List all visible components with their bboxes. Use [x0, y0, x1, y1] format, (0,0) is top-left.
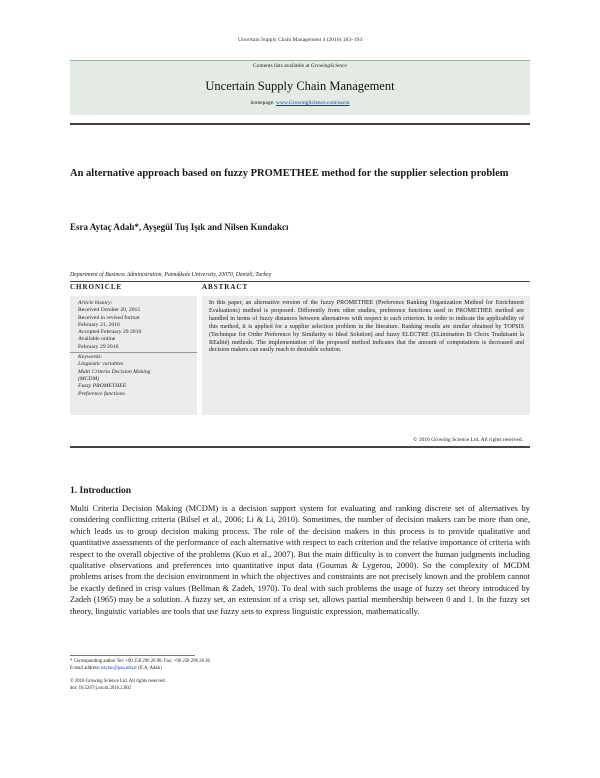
history-line: Received October 20, 2015	[78, 307, 141, 314]
masthead-divider	[70, 123, 530, 125]
article-info-box	[70, 296, 197, 415]
bottom-copyright: © 2016 Growing Science Ltd. All rights reserved.	[70, 679, 166, 684]
email-link[interactable]: eaytac@pau.edu.tr	[101, 665, 138, 671]
email-line	[70, 666, 210, 673]
journal-homepage	[70, 100, 530, 106]
affiliation-divider	[70, 281, 530, 282]
chronicle-heading: CHRONICLE	[70, 283, 123, 291]
author-affiliation: Department of Business Administration, Pamukkale University, 20070, Denizli, Turkey	[70, 272, 272, 278]
history-line: February 29 2016	[78, 343, 119, 350]
contents-prefix: Contents lists available at	[253, 63, 311, 69]
contents-availability	[70, 63, 530, 69]
homepage-link[interactable]: www.GrowingScience.com/uscm	[275, 100, 350, 106]
keyword: Multi Criteria Decision Making	[78, 368, 151, 375]
keyword: Linguistic variables	[78, 361, 124, 368]
footnote-divider	[70, 655, 195, 656]
keyword: Preference functions	[78, 390, 125, 397]
abstract-text: In this paper, an alternative version of the fuzzy PROMETHEE (Preference Ranking Organization Method for Enrichment Evaluations) method is proposed. Differently from other studies, preference functions used in PROMETHEE method are handled in terms of fuzzy distances between alternatives with respect to each criterion. In order to indicate the applicability of this method, it is applied for a supplier selection problem in the literature. Ranking results are similar obtained by TOPSIS (Technique for Order Preference by Similarity to Ideal Solution) and fuzzy ELECTRE (ELimination Et Choix Traduisant la REalité) methods. The implementation of the proposed method indicates that the amount of computations is decreased and decision makers can easily reach to desirable solution.	[209, 300, 524, 354]
abstract-box	[202, 296, 530, 415]
abstract-heading: ABSTRACT	[202, 283, 249, 291]
homepage-label: homepage:	[250, 100, 276, 106]
keyword: Fuzzy PROMETHEE	[78, 383, 127, 390]
info-divider	[70, 352, 197, 353]
history-line: Available online	[78, 336, 116, 343]
running-head: Uncertain Supply Chain Management 4 (2016) 183–194	[237, 37, 363, 43]
footnote	[70, 659, 210, 672]
keywords-label: Keywords:	[78, 354, 103, 361]
section-heading-introduction: 1. Introduction	[70, 486, 132, 496]
email-suffix: (E.A. Adalı)	[137, 665, 162, 671]
paper-title: An alternative approach based on fuzzy PROMETHEE method for the supplier selection problem	[70, 168, 509, 179]
journal-title: Uncertain Supply Chain Management	[205, 79, 395, 93]
abstract-divider	[70, 446, 530, 448]
contents-source: GrowingScience	[310, 63, 347, 69]
corresponding-author: * Corresponding author Tel: +90 258 296 26 98, Fax: +90 258 296 26 26	[70, 659, 210, 664]
journal-masthead	[70, 60, 530, 115]
history-line: Accepted February 29 2016	[78, 329, 142, 336]
history-line: Received in revised format	[78, 314, 140, 321]
introduction-body: Multi Criteria Decision Making (MCDM) is a decision support system for evaluating and ranking discrete set of alternatives by considering conflicting criteria (Bilsel et al., 2006; Li & Li, 2010). Sometimes, the number of decision makers can be more than one, which leads us to group decision making process. The role of the decision makers in this process is to provide qualitative and quantitative assessments of the performance of each alternative with respect to each criterion and the relative importance of criteria with respect to the overall objective of the problems (Kuo et al., 2007). But the main difficulty is to convert the human judgments including qualitative observations and preferences into quantitative input data (Goumas & Lygerou, 2000). So the complexity of MCDM problems arises from the decision environment in which the objectives and constraints are not precisely known and the problem cannot be exactly defined in crisp values (Bellman & Zadeh, 1970). To deal with such problems the usage of fuzzy set theory introduced by Zadeh (1965) may be a solution. A fuzzy set, an extension of a crisp set, allows partial membership between 0 and 1. In the fuzzy set theory, linguistic variables are tools that use fuzzy sets to express linguistic expression, mathematically.	[70, 503, 530, 616]
doi: doi: 10.5267/j.uscm.2016.2.002	[70, 685, 132, 691]
history-label: Article history:	[78, 300, 113, 306]
keyword: (MCDM)	[78, 375, 100, 382]
email-label: E-mail address:	[70, 665, 102, 671]
author-list: Esra Aytaç Adalı*, Ayşegül Tuş Işık and Nilsen Kundakcı	[70, 222, 289, 232]
history-line: February 21, 2016	[78, 321, 120, 328]
abstract-copyright: © 2016 Growing Science Ltd. All rights reserved.	[413, 437, 523, 443]
bottom-copyright-block	[70, 679, 166, 692]
